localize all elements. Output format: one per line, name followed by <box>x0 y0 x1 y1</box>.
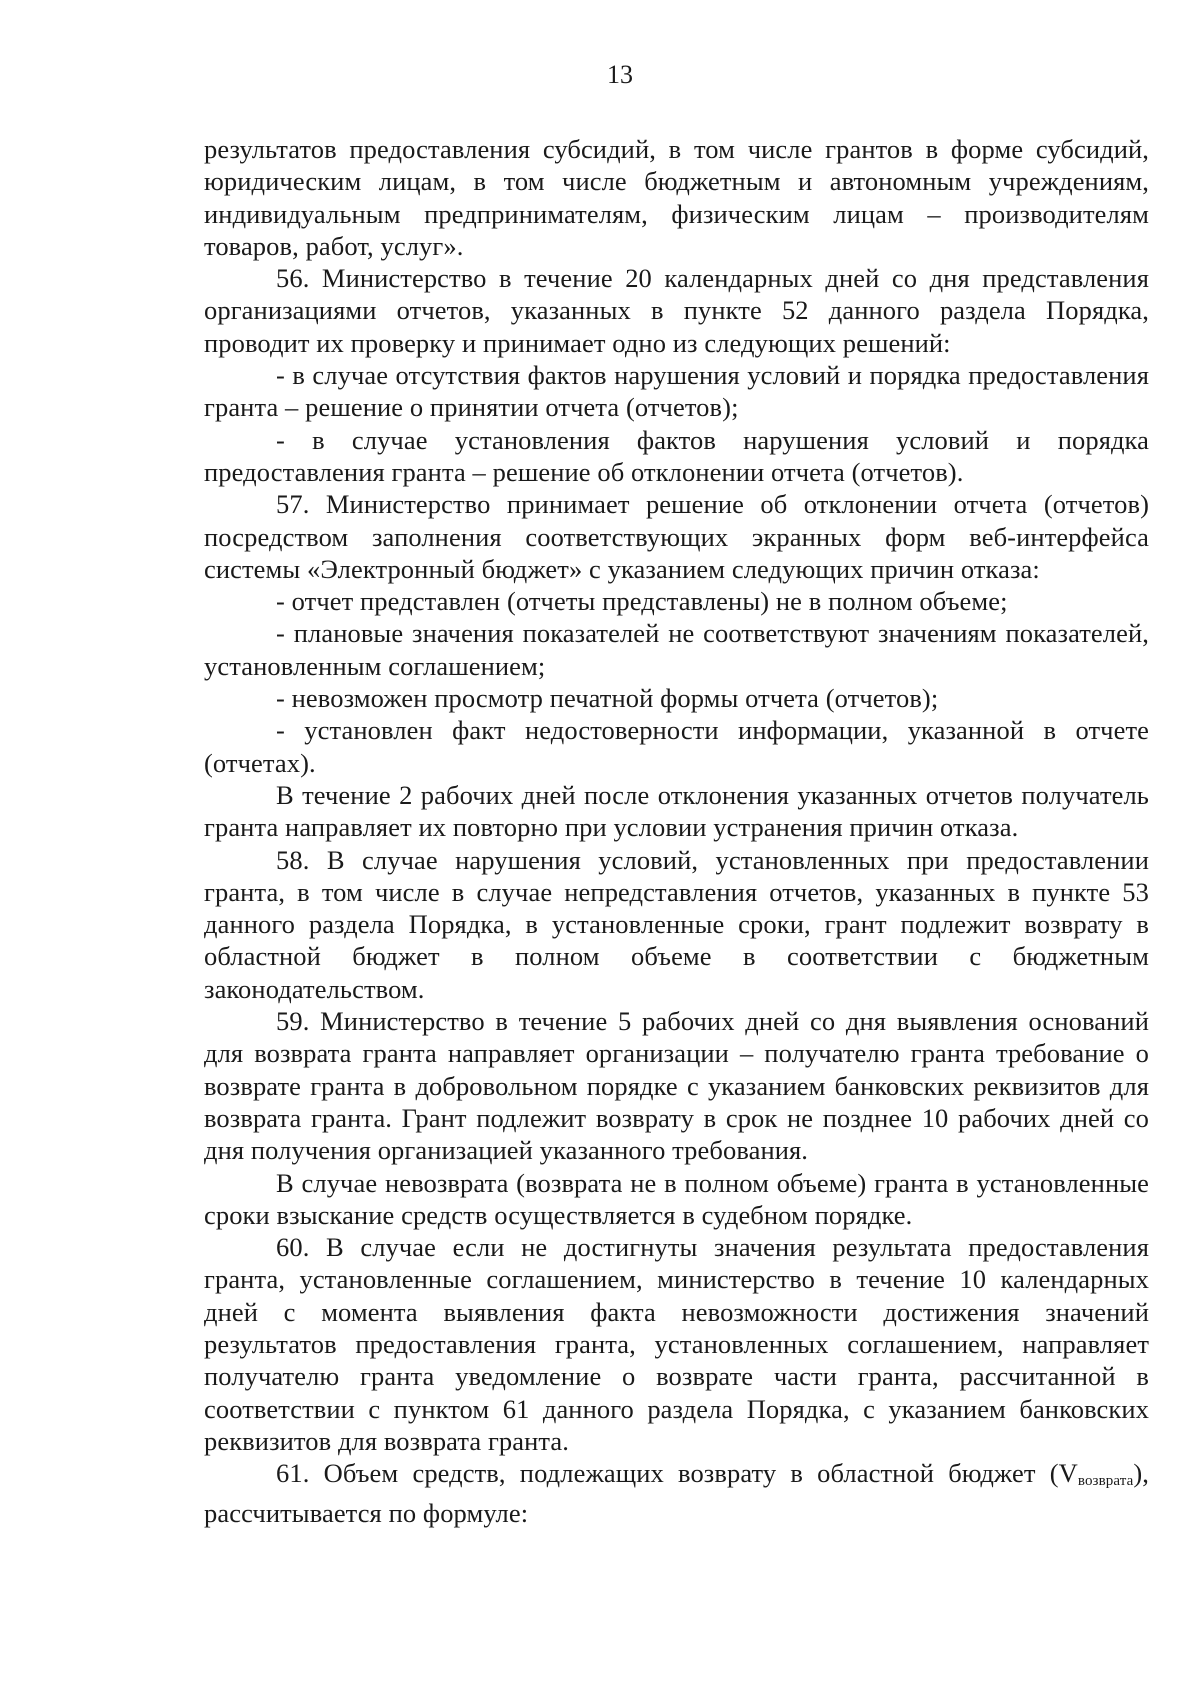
paragraph-59: 59. Министерство в течение 5 рабочих дней со дня выявления оснований для возврата гранта направляет организации – получателю гранта требование о возврате гранта в добровольном порядке с указанием банковских реквизитов для возврата гранта. Грант подлежит возврату в срок не позднее 10 рабочих дней со дня получения организацией указанного требования. <box>204 1006 1149 1166</box>
paragraph-58: 58. В случае нарушения условий, установленных при предоставлении гранта, в том числе в случае непредставления отчетов, указанных в пункте 53 данного раздела Порядка, в установленные сроки, грант подлежит возврату в областной бюджет в полном объеме в соответствии с бюджетным законодательством. <box>204 844 1149 1004</box>
paragraph-61 <box>204 1457 1149 1530</box>
paragraph-continuation: результатов предоставления субсидий, в том числе грантов в форме субсидий, юридическим лицам, в том числе бюджетным и автономным учреждениям, индивидуальным предпринимателям, физическим лицам – производителям товаров, работ, услуг». <box>204 134 1149 261</box>
paragraph-56: 56. Министерство в течение 20 календарных дней со дня представления организациями отчетов, указанных в пункте 52 данного раздела Порядка, проводит их проверку и принимает одно из следующих решений: <box>204 263 1149 358</box>
paragraph-56-item-reject: - в случае установления фактов нарушения условий и порядка предоставления гранта – решение об отклонении отчета (отчетов). <box>204 424 1149 487</box>
paragraph-57-resubmit: В течение 2 рабочих дней после отклонения указанных отчетов получатель гранта направляет их повторно при условии устранения причин отказа. <box>204 779 1149 843</box>
paragraph-57-item-incomplete: - отчет представлен (отчеты представлены) не в полном объеме; <box>276 586 1008 617</box>
paragraph-57-item-print: - невозможен просмотр печатной формы отчета (отчетов); <box>276 683 939 714</box>
paragraph-59-court: В случае невозврата (возврата не в полном объеме) гранта в установленные сроки взыскание средств осуществляется в судебном порядке. <box>204 1167 1149 1230</box>
paragraph-57: 57. Министерство принимает решение об отклонении отчета (отчетов) посредством заполнения соответствующих экранных форм веб-интерфейса системы «Электронный бюджет» с указанием следующих причин отказа: <box>204 489 1149 584</box>
paragraph-56-item-accept: - в случае отсутствия фактов нарушения условий и порядка предоставления гранта – решение о принятии отчета (отчетов); <box>204 360 1149 423</box>
paragraph-57-item-unreliable: - установлен факт недостоверности информации, указанной в отчете (отчетах). <box>204 715 1149 778</box>
paragraph-60: 60. В случае если не достигнуты значения результата предоставления гранта, установленные соглашением, министерство в течение 10 календарных дней с момента выявления факта невозможности достижения значений результатов предоставления гранта, установленных соглашением, направляет получателю гранта уведомление о возврате части гранта, рассчитанной в соответствии с пунктом 61 данного раздела Порядка, с указанием банковских реквизитов для возврата гранта. <box>204 1232 1149 1456</box>
document-body <box>204 133 1149 1530</box>
page-number: 13 <box>607 60 633 89</box>
paragraph-57-item-values: - плановые значения показателей не соответствуют значениям показателей, установленным соглашением; <box>204 618 1149 681</box>
paragraph-61-after: ), рассчитывается по формуле: <box>204 1458 1149 1529</box>
paragraph-61-before: 61. Объем средств, подлежащих возврату в областной бюджет (V <box>276 1458 1078 1489</box>
v-return-subscript: возврата <box>1077 1473 1134 1490</box>
